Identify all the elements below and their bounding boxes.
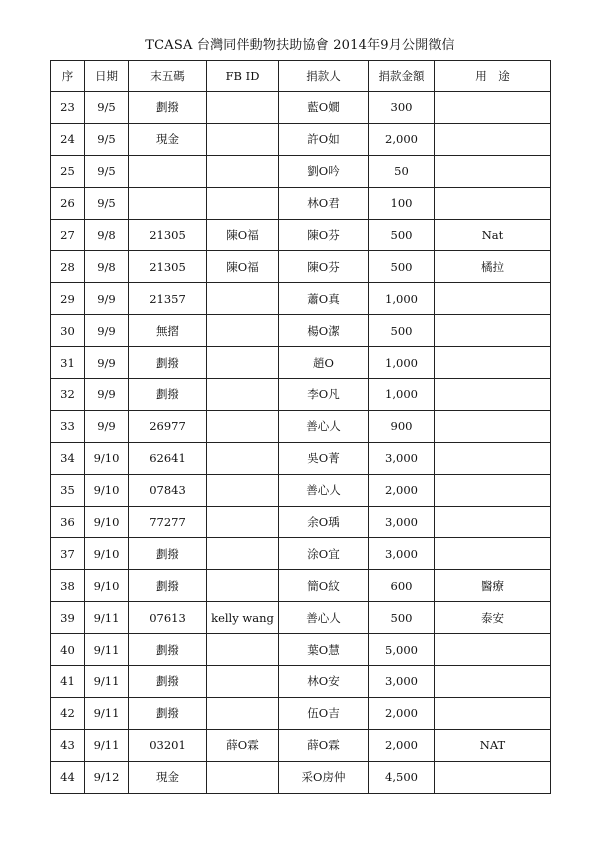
cell-date: 9/10	[85, 538, 129, 570]
cell-amount: 2,000	[369, 697, 435, 729]
table-row	[51, 219, 551, 251]
table-row	[51, 729, 551, 761]
cell-amount: 500	[369, 251, 435, 283]
header-seq: 序	[51, 61, 85, 92]
cell-date: 9/9	[85, 347, 129, 379]
cell-amount: 1,000	[369, 283, 435, 315]
cell-fb-id	[207, 474, 279, 506]
cell-seq: 24	[51, 123, 85, 155]
cell-donor: 涂O宜	[279, 538, 369, 570]
cell-purpose	[435, 315, 551, 347]
cell-date: 9/9	[85, 315, 129, 347]
cell-donor: 善心人	[279, 410, 369, 442]
cell-amount: 3,000	[369, 538, 435, 570]
cell-date: 9/9	[85, 410, 129, 442]
cell-amount: 500	[369, 219, 435, 251]
cell-date: 9/10	[85, 474, 129, 506]
donation-table	[50, 60, 551, 794]
cell-amount: 50	[369, 155, 435, 187]
cell-last-five: 77277	[129, 506, 207, 538]
cell-last-five: 現金	[129, 123, 207, 155]
cell-last-five: 無摺	[129, 315, 207, 347]
cell-purpose	[435, 283, 551, 315]
cell-seq: 26	[51, 187, 85, 219]
table-row	[51, 92, 551, 124]
cell-donor: 蕭O真	[279, 283, 369, 315]
cell-amount: 500	[369, 315, 435, 347]
cell-last-five: 劃撥	[129, 92, 207, 124]
cell-fb-id	[207, 697, 279, 729]
header-date: 日期	[85, 61, 129, 92]
table-row	[51, 379, 551, 411]
cell-amount: 3,000	[369, 442, 435, 474]
cell-date: 9/5	[85, 123, 129, 155]
table-row	[51, 570, 551, 602]
cell-purpose	[435, 155, 551, 187]
cell-fb-id	[207, 506, 279, 538]
header-amount: 捐款金額	[369, 61, 435, 92]
header-purpose: 用 途	[435, 61, 551, 92]
cell-amount: 1,000	[369, 347, 435, 379]
cell-date: 9/5	[85, 187, 129, 219]
cell-last-five: 劃撥	[129, 634, 207, 666]
table-row	[51, 283, 551, 315]
cell-amount: 1,000	[369, 379, 435, 411]
cell-date: 9/11	[85, 666, 129, 698]
cell-last-five: 62641	[129, 442, 207, 474]
cell-date: 9/9	[85, 283, 129, 315]
cell-seq: 39	[51, 602, 85, 634]
cell-amount: 5,000	[369, 634, 435, 666]
cell-fb-id	[207, 187, 279, 219]
cell-last-five: 07843	[129, 474, 207, 506]
table-row	[51, 697, 551, 729]
cell-fb-id: 陳O福	[207, 219, 279, 251]
cell-purpose: Nat	[435, 219, 551, 251]
cell-purpose	[435, 347, 551, 379]
header-fb-id: FB ID	[207, 61, 279, 92]
cell-fb-id	[207, 761, 279, 793]
table-row	[51, 410, 551, 442]
cell-last-five: 26977	[129, 410, 207, 442]
table-row	[51, 251, 551, 283]
cell-seq: 25	[51, 155, 85, 187]
cell-date: 9/10	[85, 442, 129, 474]
cell-date: 9/10	[85, 570, 129, 602]
cell-date: 9/9	[85, 379, 129, 411]
cell-donor: 薛O霖	[279, 729, 369, 761]
table-row	[51, 474, 551, 506]
cell-last-five: 劃撥	[129, 697, 207, 729]
cell-purpose	[435, 123, 551, 155]
cell-last-five: 03201	[129, 729, 207, 761]
cell-date: 9/8	[85, 219, 129, 251]
cell-last-five: 現金	[129, 761, 207, 793]
cell-donor: 伍O吉	[279, 697, 369, 729]
cell-date: 9/12	[85, 761, 129, 793]
cell-seq: 43	[51, 729, 85, 761]
cell-amount: 900	[369, 410, 435, 442]
cell-fb-id	[207, 379, 279, 411]
cell-donor: 余O瑀	[279, 506, 369, 538]
header-row	[51, 61, 551, 92]
cell-last-five: 劃撥	[129, 570, 207, 602]
cell-amount: 2,000	[369, 474, 435, 506]
cell-purpose: NAT	[435, 729, 551, 761]
cell-seq: 35	[51, 474, 85, 506]
cell-donor: 林O安	[279, 666, 369, 698]
cell-fb-id	[207, 634, 279, 666]
cell-amount: 3,000	[369, 666, 435, 698]
cell-last-five: 07613	[129, 602, 207, 634]
table-row	[51, 347, 551, 379]
cell-date: 9/5	[85, 155, 129, 187]
cell-last-five: 劃撥	[129, 347, 207, 379]
cell-purpose	[435, 538, 551, 570]
cell-seq: 27	[51, 219, 85, 251]
cell-amount: 600	[369, 570, 435, 602]
table-row	[51, 506, 551, 538]
cell-amount: 100	[369, 187, 435, 219]
cell-purpose	[435, 761, 551, 793]
cell-last-five: 劃撥	[129, 538, 207, 570]
cell-donor: 葉O慧	[279, 634, 369, 666]
cell-last-five: 21357	[129, 283, 207, 315]
cell-donor: 李O凡	[279, 379, 369, 411]
cell-last-five: 劃撥	[129, 666, 207, 698]
cell-seq: 37	[51, 538, 85, 570]
cell-donor: 善心人	[279, 602, 369, 634]
table-row	[51, 666, 551, 698]
cell-seq: 31	[51, 347, 85, 379]
cell-donor: 陳O芬	[279, 219, 369, 251]
cell-fb-id: kelly wang	[207, 602, 279, 634]
cell-last-five	[129, 155, 207, 187]
cell-fb-id	[207, 155, 279, 187]
cell-donor: 藍O嫺	[279, 92, 369, 124]
cell-seq: 34	[51, 442, 85, 474]
cell-amount: 3,000	[369, 506, 435, 538]
cell-fb-id: 陳O福	[207, 251, 279, 283]
cell-seq: 30	[51, 315, 85, 347]
cell-fb-id	[207, 347, 279, 379]
table-row	[51, 123, 551, 155]
cell-donor: 善心人	[279, 474, 369, 506]
cell-date: 9/8	[85, 251, 129, 283]
cell-amount: 300	[369, 92, 435, 124]
cell-fb-id	[207, 666, 279, 698]
cell-fb-id: 薛O霖	[207, 729, 279, 761]
cell-date: 9/11	[85, 602, 129, 634]
cell-fb-id	[207, 283, 279, 315]
cell-fb-id	[207, 442, 279, 474]
cell-donor: 簡O紋	[279, 570, 369, 602]
cell-date: 9/11	[85, 634, 129, 666]
cell-purpose	[435, 187, 551, 219]
cell-purpose: 泰安	[435, 602, 551, 634]
cell-fb-id	[207, 410, 279, 442]
cell-last-five	[129, 187, 207, 219]
table-row	[51, 187, 551, 219]
header-donor: 捐款人	[279, 61, 369, 92]
table-row	[51, 761, 551, 793]
cell-purpose	[435, 442, 551, 474]
cell-purpose: 橘拉	[435, 251, 551, 283]
cell-seq: 36	[51, 506, 85, 538]
cell-purpose	[435, 666, 551, 698]
cell-seq: 32	[51, 379, 85, 411]
cell-fb-id	[207, 570, 279, 602]
table-row	[51, 602, 551, 634]
cell-purpose	[435, 506, 551, 538]
cell-seq: 44	[51, 761, 85, 793]
cell-purpose	[435, 410, 551, 442]
cell-seq: 29	[51, 283, 85, 315]
cell-date: 9/11	[85, 729, 129, 761]
cell-fb-id	[207, 538, 279, 570]
cell-amount: 4,500	[369, 761, 435, 793]
cell-purpose: 醫療	[435, 570, 551, 602]
cell-purpose	[435, 474, 551, 506]
cell-donor: 林O君	[279, 187, 369, 219]
cell-seq: 42	[51, 697, 85, 729]
cell-donor: 采O房仲	[279, 761, 369, 793]
cell-date: 9/5	[85, 92, 129, 124]
table-row	[51, 538, 551, 570]
cell-amount: 2,000	[369, 123, 435, 155]
cell-donor: 陳O芬	[279, 251, 369, 283]
cell-donor: 劉O吟	[279, 155, 369, 187]
cell-seq: 33	[51, 410, 85, 442]
cell-donor: 趙O	[279, 347, 369, 379]
cell-last-five: 21305	[129, 219, 207, 251]
table-row	[51, 442, 551, 474]
cell-fb-id	[207, 315, 279, 347]
cell-amount: 2,000	[369, 729, 435, 761]
cell-donor: 吳O菁	[279, 442, 369, 474]
cell-last-five: 21305	[129, 251, 207, 283]
cell-purpose	[435, 634, 551, 666]
header-last-five: 末五碼	[129, 61, 207, 92]
cell-fb-id	[207, 123, 279, 155]
table-row	[51, 155, 551, 187]
cell-last-five: 劃撥	[129, 379, 207, 411]
cell-purpose	[435, 92, 551, 124]
cell-donor: 許O如	[279, 123, 369, 155]
document-title: TCASA 台灣同伴動物扶助協會 2014年9月公開徵信	[145, 38, 455, 53]
cell-fb-id	[207, 92, 279, 124]
cell-date: 9/10	[85, 506, 129, 538]
cell-purpose	[435, 379, 551, 411]
cell-date: 9/11	[85, 697, 129, 729]
table-row	[51, 315, 551, 347]
cell-seq: 23	[51, 92, 85, 124]
cell-donor: 楊O潔	[279, 315, 369, 347]
cell-purpose	[435, 697, 551, 729]
cell-seq: 41	[51, 666, 85, 698]
cell-amount: 500	[369, 602, 435, 634]
cell-seq: 38	[51, 570, 85, 602]
table-row	[51, 634, 551, 666]
cell-seq: 40	[51, 634, 85, 666]
cell-seq: 28	[51, 251, 85, 283]
